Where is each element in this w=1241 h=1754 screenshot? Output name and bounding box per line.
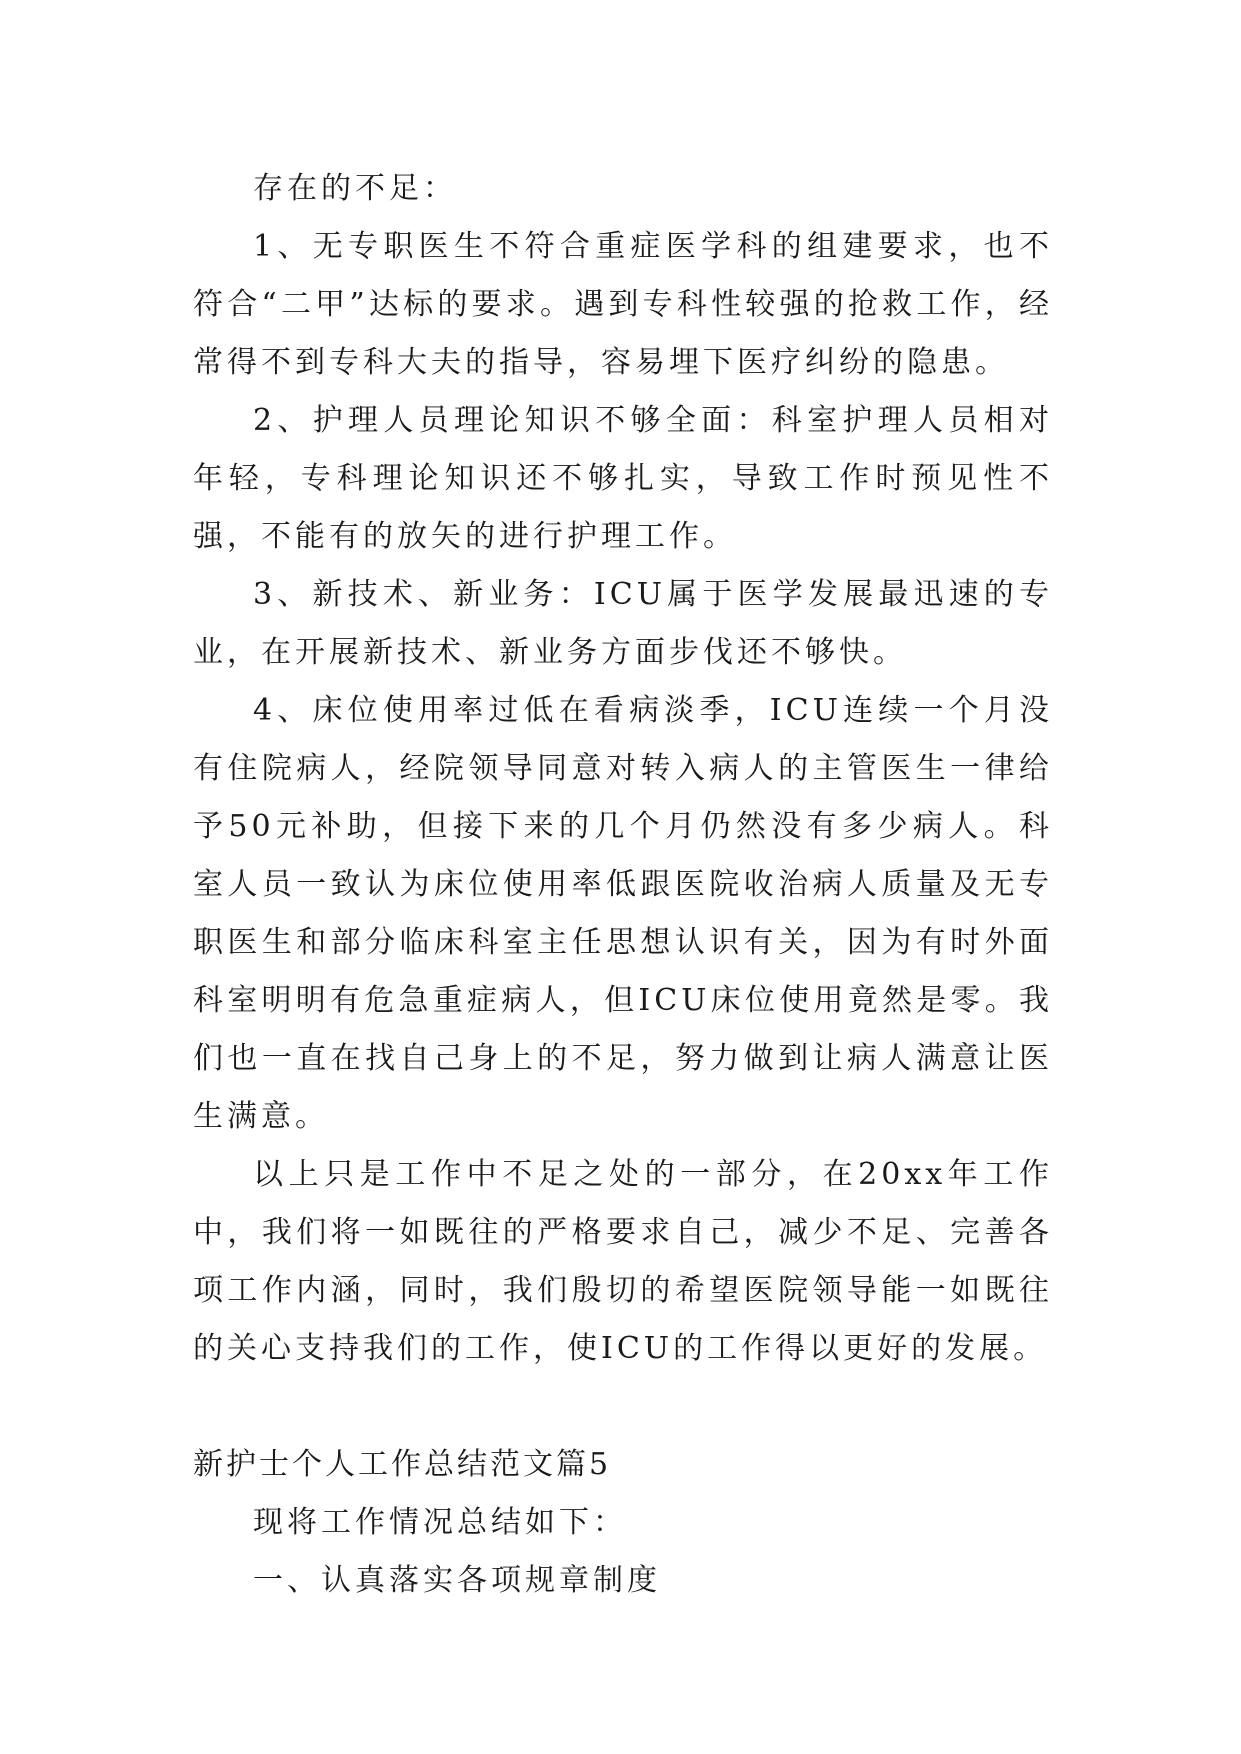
paragraph-subheading-1: 一、认真落实各项规章制度 <box>253 1563 661 1598</box>
paragraph-deficiencies-intro: 存在的不足： <box>253 171 457 206</box>
paragraph-item-2: 2、护理人员理论知识不够全面：科室护理人员相对年轻，专科理论知识还不够扎实，导致工作时预见性不强，不能有的放矢的进行护理工作。 <box>193 403 1053 554</box>
paragraph-summary-intro: 现将工作情况总结如下： <box>253 1505 627 1540</box>
document-body <box>193 160 1053 1610</box>
paragraph-item-1: 1、无专职医生不符合重症医学科的组建要求，也不符合“二甲”达标的要求。遇到专科性较强的抢救工作，经常得不到专科大夫的指导，容易埋下医疗纠纷的隐患。 <box>193 229 1053 380</box>
paragraph-conclusion: 以上只是工作中不足之处的一部分，在20xx年工作中，我们将一如既往的严格要求自己，减少不足、完善各项工作内涵，同时，我们殷切的希望医院领导能一如既往的关心支持我们的工作，使ICU的工作得以更好的发展。 <box>193 1157 1053 1366</box>
paragraph-item-4: 4、床位使用率过低在看病淡季，ICU连续一个月没有住院病人，经院领导同意对转入病人的主管医生一律给予50元补助，但接下来的几个月仍然没有多少病人。科室人员一致认为床位使用率低跟医院收治病人质量及无专职医生和部分临床科室主任思想认识有关，因为有时外面科室明明有危急重症病人，但ICU床位使用竟然是零。我们也一直在找自己身上的不足，努力做到让病人满意让医生满意。 <box>193 693 1053 1134</box>
section-heading: 新护士个人工作总结范文篇5 <box>193 1447 612 1482</box>
paragraph-item-3: 3、新技术、新业务：ICU属于医学发展最迅速的专业，在开展新技术、新业务方面步伐还不够快。 <box>193 577 1053 670</box>
